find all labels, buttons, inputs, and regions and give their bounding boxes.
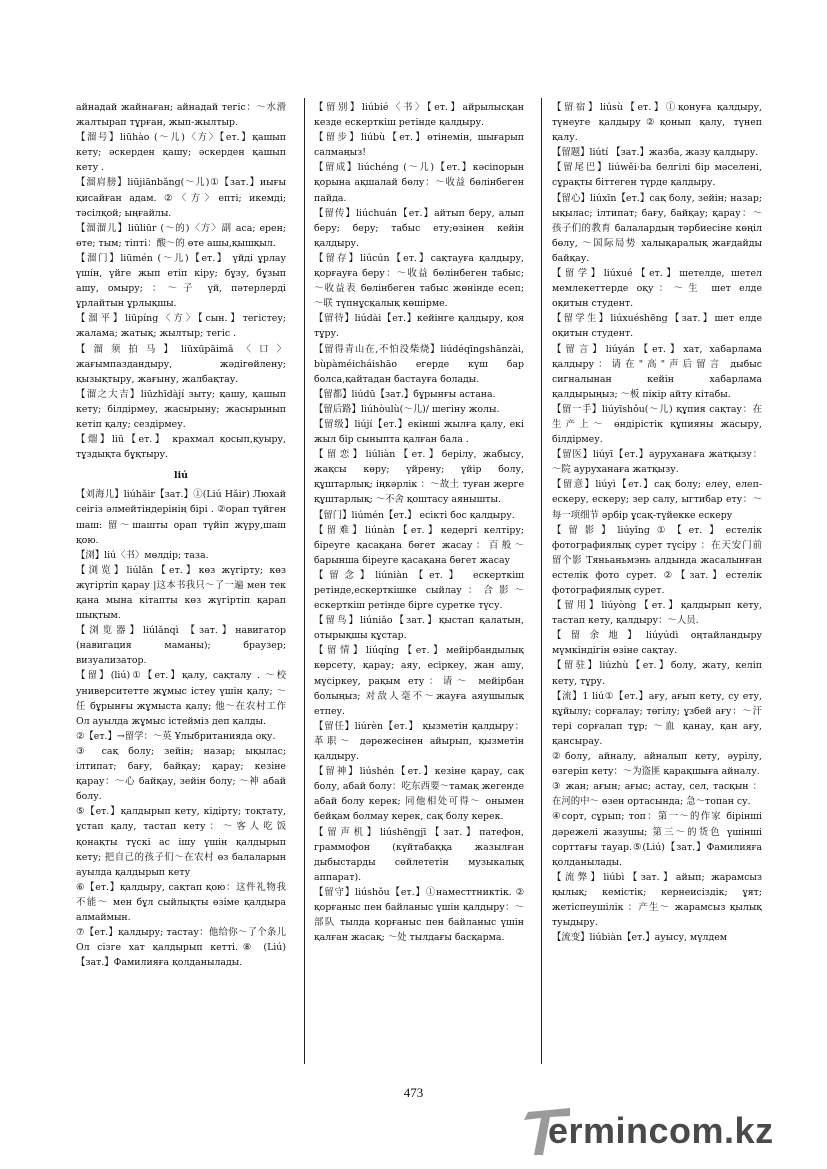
dictionary-entry: 【留难】liúnàn【ет.】кедергі келтіру; біреуге қасақана бөгет жасау：百般～барынша біреуге қасақана бөгет жасау (314, 524, 524, 566)
dictionary-entry: ⑤【ет.】қалдырып кету, кідірту; тоқтату, ұстап қалу, тастап кету：～客人吃饭 қонақты түскі ас ішу үшін қалдырып кету; 把自己的孩子们～在农村 өз балаларын ауылда қалдырып кету (76, 806, 286, 878)
dictionary-entry: 【流弊】liúbì【зат.】айып; жарамсыз қылық; кемістік; кернеисіздік; ұят; жетіспеушілік ：产生～ жарамсыз қылық туыдыру. (552, 871, 762, 929)
column-middle (314, 100, 524, 1062)
column-divider (304, 98, 305, 1064)
dictionary-entry: 【留意】liúyì【ет.】сақ болу; елеу, елеп-ескеру, ескеру; зер салу, ыгтибар ету：～每一项细节 әрбір ұсақ-түйекке ескеру (552, 479, 762, 521)
dictionary-entry: 【溜之大吉】liūzhīdàjí зыту; қашу, қашып кету; білдірмеу, жасырыну; жасырынып кетіп қалу; сездірмеу. (76, 388, 286, 430)
dictionary-entry: 【留题】liútí 【зат.】жазба, жазу қалдыру. (552, 147, 759, 159)
dictionary-entry: 【留后路】liúhòulù(～儿)/ шегіну жолы. (314, 403, 500, 415)
dictionary-entry: 【留心】liúxīn【ет.】сақ болу, зейін; назар; ықылас; ілтипат; бағу, байқау; қарау：～孩子们的教育 балалардың тәрбиесіне көңіл бөлу, ～国际局势 халықаралық жағдайды байқау. (552, 192, 762, 264)
dictionary-entry: 【溜门】liūmén (～儿)【ет.】 үйді ұрлау үшін, үйге жып етіп кіру; бұзу, бұзып ашу, омыру; ：～子 үй, пәтерлерді ұрлайтын ұрлықшы. (76, 252, 286, 310)
page-number: 473 (403, 1085, 424, 1100)
dictionary-entry: 【留门】liúmén【ет.】 есікті бос қалдыру. (314, 509, 515, 521)
dictionary-entry: 【留任】liúrèn【ет.】 қызметін қалдыру：革职～ дәрежесінен айырып, қызметін қалдыру. (314, 720, 524, 763)
dictionary-entry: 【留成】liúchéng (～儿)【ет.】кәсіпорын қорына ақшалай бөлу：～收益 бөлінбеген пайда. (314, 162, 524, 204)
dictionary-entry: 【刘海儿】liúhǎir【зат.】①(Liú Hǎir) Люхай сеігіз әлмейтіндерінің бірі . ②орап түйген шаш: 留～шашты орап түйіп жүру,шаш қою. (76, 489, 286, 546)
dictionary-entry: 【留守】liúshǒu【ет.】①наместтниктік. ② қорғаныс пен байланыс үшін қалдыру：～部队 тылда қорғаныс пен байланыс үшін қалған жасақ; ～处 тылдағы басқарма. (314, 886, 524, 944)
dictionary-entry: ③ жан; ағын; ағыс; астау, сел, тасқын ：在河的中～ өзен ортасында; 急～топан су. (552, 781, 762, 808)
dictionary-entry: 【留神】liúshén【ет.】кезіне қарау, сақ болу, абай болу：吃东西要～тамақ жегенде абай болу керек; 同他相处可得～ онымен бейқам болмау керек, сақ болу керек. (314, 766, 524, 823)
dictionary-entry: 【留得青山在,不怕没柴烧】liúdéqīngshānzài, bùpàméicháishāo егерде күш бар болса,қайтадан бастауға болады. (314, 343, 524, 385)
dictionary-entry: 【留念】liúniàn【ет.】 ескерткіш ретінде,ескерткішке сыйлау：合影～ ескерткіш ретінде бірге суретке түсу. (314, 569, 524, 612)
dictionary-entry: 【浏览】liúlǎn【ет.】көз жүгірту; көз жүгіртіп қарау |这本书我只～了一遍 мен тек қана мына кітапты көз жүгіртіп қарап шықтым. (76, 564, 286, 622)
dictionary-entry: 【留传】liúchuán【ет.】айтып беру, алып беру; беру; табыс ету;өзінен кейін қалдыру. (314, 207, 524, 249)
dictionary-entry: 【留存】liúcún【ет.】сақтауға қалдыру, қорғауға беру：～收益 бөлінбеген табыс; ～收益表 бөлінбеген табыс жөнінде есеп; ～联 түпнұсқалық көшірме. (314, 252, 524, 310)
dictionary-entry: ③ сақ болу; зейін; назар; ықылас; ілтипат; бағу, байқау; қарау; кезіне қарау：～心 байқау, зейін болу; ～神 абай болу. (76, 745, 286, 803)
dictionary-entry: 【留一手】liúyīshǒu(～儿) құпия сақтау：在生产上～ өндірістік құпияны жасыру, білдірмеу. (552, 403, 762, 446)
dictionary-entry: 【留影】liúyǐng①【ет.】естелік фотографиялық сурет түсіру ：在天安门前留个影 Тяньаньмэнь алдында жасалынған естелік фото сурет. ②【зат.】естелік фотографиялық сурет. (552, 524, 762, 596)
dictionary-entry: 【留】(liú)①【ет.】қалу, сақталу . ～校 университетте жұмыс істеу үшін қалу; ～任 бұрынғы жұмыста қалу; 他～在农村工作 Ол ауылда жұмыс істейміз деп қалды. (76, 670, 286, 727)
dictionary-entry: ④сорт, сұрып; топ：第一～的作家 бірінші дәрежелі жазушы; 第三～的货色 үшінші сорттағы тауар.⑤(Liú)【зат.】Фамилияға қолданылады. (552, 811, 762, 868)
dictionary-entry: 【留待】liúdài【ет.】кейінге қалдыру, қоя тұру. (314, 313, 524, 340)
dictionary-entry: 【留学】liúxué【ет.】шетелде, шетел мемлекеттерде оқу：～生 шет елде оқитын студент. (552, 268, 762, 310)
dictionary-entry: ⑥【ет.】қалдыру, сақтап қою：这件礼物我不能～ мен бұл сыйлықты өзіме қалдыра алмаймын. (76, 881, 286, 923)
dictionary-entry: 【留学生】liúxuéshēng【зат.】шет елде оқитын студент. (552, 313, 762, 340)
dictionary-entry: 【留都】liúdū【зат.】бұрынғы астана. (314, 388, 496, 400)
dictionary-entry: 【熘】liū【ет.】 крахмал қосып,қуыру, тұздықта бұқтыру. (76, 434, 286, 461)
dictionary-entry: 【流】1 liú①【ет.】ағу, ағып кету, су ету, құйылу; сорғалау; төгілу; ұзбей ағу：～汗 тері сорғалап тұр; ～血 қанау, қан ағу, қансырау. (552, 690, 762, 747)
dictionary-entry: 【留余地】liúyúdì оңтайландыру мүмкіндігін өзіне сақтау. (552, 630, 762, 657)
dictionary-entry: айнадай жайнаған; айнадай тегіс：～水滑 жалтырап тұрған, жып-жылтыр. (76, 102, 286, 129)
dictionary-entry: 【留别】liúbié〈书〉【ет.】айрылысқан кезде ескерткіш ретінде қалдыру. (314, 102, 524, 129)
dictionary-entry: 【留言】liúyán【ет.】хат, хабарлама қалдыру：请在"高"声后留言 дыбыс сигналынан кейін хабарлама қалдырыңыз; ～板 пікір айту кітабы. (552, 343, 762, 400)
dictionary-entry: 【留恋】liúliàn【ет.】берілу, жабысу, жақсы көру; үйрену; үйір болу, құштарлық; іңкәрлік ：～故土 туған жерге құштарлық; ～不舍 қоштасу аянышты. (314, 449, 524, 506)
dictionary-entry: 【留医】liúyī【ет.】ауруханаға жатқызу：～院 ауруханаға жатқызу. (552, 449, 762, 476)
dictionary-entry: 【留宿】liúsù【ет.】①қонуға қалдыру, түнеуге қалдыру②қонып қалу, түнеп қалу. (552, 102, 762, 144)
dictionary-entry: 【留尾巴】liúwěi·ba белгілі бір мәселені, сұрақты біттеген түрде қалдыру. (552, 162, 762, 189)
dictionary-entry: 【溜平】liūpíng〈方〉【сын.】тегістеу; жалама; жатық; жылтыр; тегіс . (76, 313, 286, 340)
dictionary-entry: 【流变】liúbiàn【ет.】ауысу, мүлдем (552, 932, 728, 944)
dictionary-entry: ⑦【ет.】қалдыру; тастау：他给你～了个条儿 Ол сізге хат қалдырып кетті.⑧ (Liú)【зат.】Фамилияға қолданылады. (76, 927, 286, 969)
dictionary-entry: 【浏】liú〈书〉мөлдір; таза. (76, 549, 209, 561)
dictionary-entry: 【留用】liúyòng【ет.】қалдырып кету, тастап кету, қалдыру：～人员. (552, 600, 762, 627)
dictionary-entry: ②【ет.】→留学：～英 Ұлыбританияда оқу. (76, 730, 276, 742)
dictionary-entry: 【浏览器】liúlǎnqì 【зат.】навигатор (навигация маманы); браузер; визуализатор. (76, 625, 286, 667)
dictionary-entry: 【留声机】liúshēngjī【зат.】патефон, граммофон (күйтабаққа жазылған дыбыстарды сөйлететін музыкалық аппарат). (314, 826, 524, 883)
column-divider (541, 98, 542, 1064)
dictionary-entry: 【留鸟】liúniǎo【зат.】қыстап қалатын, отырықшы құстар. (314, 615, 524, 642)
column-right (552, 100, 762, 1062)
section-heading: liú (174, 470, 188, 482)
dictionary-entry: 【留级】liújí【ет.】екінші жылға қалу, екі жыл бір сыныпта қалған бала . (314, 418, 524, 446)
termincom-logo: ermincom.kz (548, 1110, 774, 1151)
dictionary-entry: 【留情】liúqíng【ет.】мейірбандылық көрсету, қарау; аяу, есіркеу, жан ашу, мүсіркеу, рақым ету：请～ мейірбан болыңыз; 对敌人毫不～жауға аяушылық етпеу. (314, 645, 524, 717)
dictionary-entry: 【溜须拍马】liūxūpāimǎ〈口〉жағымпаздандыру, жәдігөйлену; қызықтыру, жағыну, жалбақтау. (76, 343, 286, 385)
dictionary-entry: 【溜溜儿】liūliūr (～的)〈方〉副 аса; ерен; өте; тым; тіпті：酸～的 өте ашы,қышқыл. (76, 222, 286, 249)
dictionary-entry: 【溜号】liūhào (～儿)〈方〉【ет.】қашып кету; әскерден қашу; әскерден қашып кету . (76, 132, 286, 174)
dictionary-entry: 【留步】liúbù【ет.】өтінемін, шығарып салмаңыз! (314, 132, 524, 159)
dictionary-entry: 【溜肩膀】liūjiānbǎng(～儿)①【зат.】иығы қисайған адам. ②〈方〉епті; икемді; тәсілқой; ыңғайлы. (76, 177, 286, 219)
dictionary-entry: ②болу, айналу, айналып кету, әурілу, өзгеріп кету：～为盗匪 қарақшыға айналу. (552, 751, 762, 778)
column-left (76, 100, 286, 1062)
dictionary-entry: 【留驻】liúzhù【ет.】болу, жату, келіп кету, тұру. (552, 660, 762, 687)
